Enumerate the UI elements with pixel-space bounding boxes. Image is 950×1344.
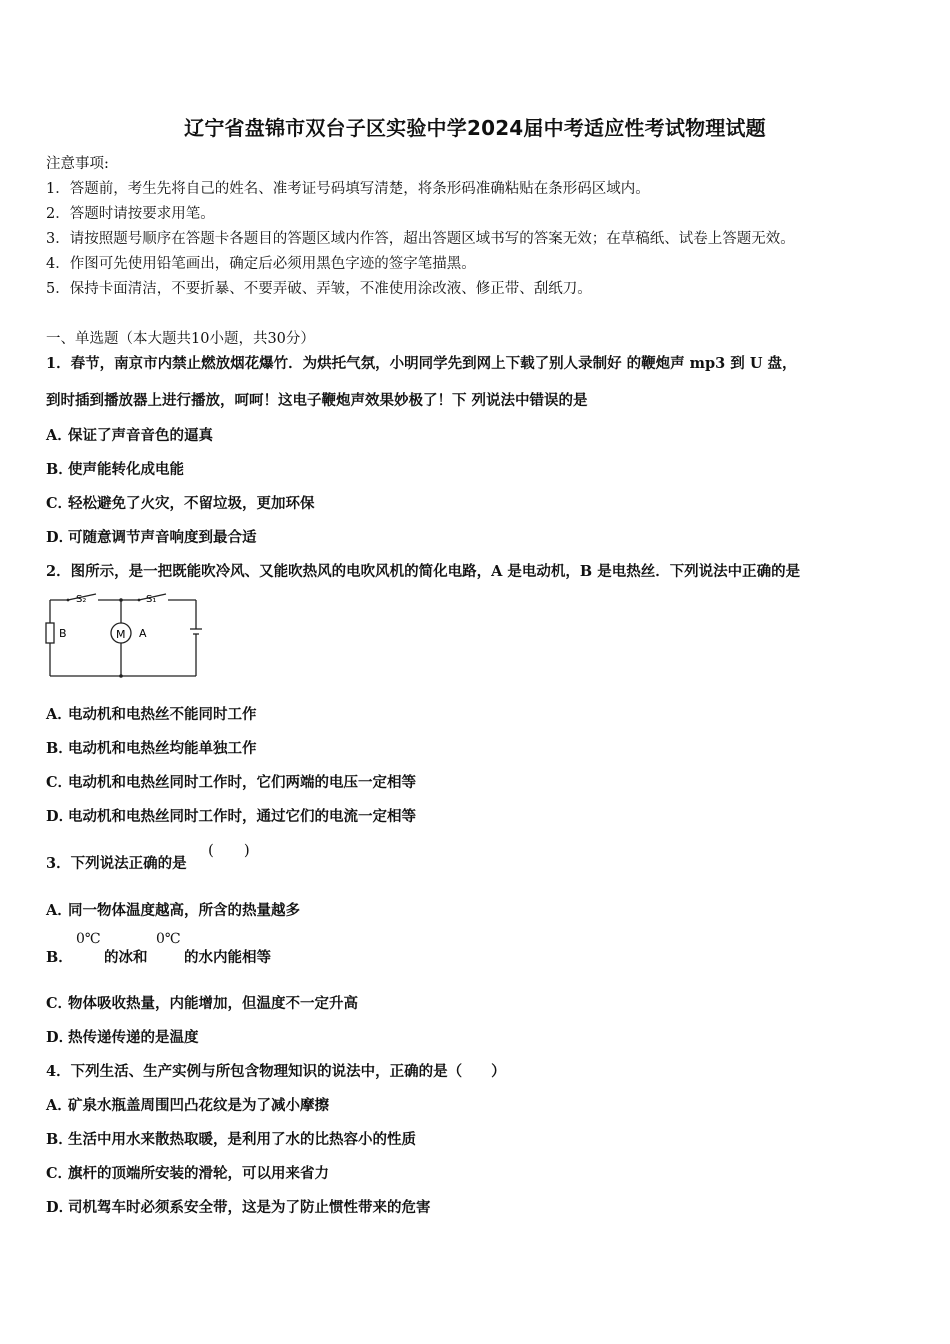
q1-stem-line2: 到时插到播放器上进行播放，呵呵！这电子鞭炮声效果妙极了！下 列说法中错误的是 (46, 392, 588, 409)
notice-item: 3．请按照题号顺序在答题卡各题目的答题区域内作答，超出答题区域书写的答案无效；在草稿纸、试卷上答题无效。 (46, 231, 795, 247)
option-letter: D． (46, 1199, 74, 1216)
option-text: 可随意调节声音响度到最合适 (68, 529, 257, 546)
section-heading: 一、单选题（本大题共10小题，共30分） (46, 331, 315, 347)
notice-item: 1．答题前，考生先将自己的姓名、准考证号码填写清楚，将条形码准确粘贴在条形码区域内。 (46, 181, 650, 197)
option-text: 的水内能相等 (184, 949, 271, 966)
q4-stem: 4．下列生活、生产实例与所包含物理知识的说法中，正确的是（ ） (46, 1063, 506, 1080)
option-text: 轻松避免了火灾，不留垃圾，更加环保 (68, 495, 315, 512)
label-s1: S₁ (146, 594, 157, 605)
option-letter: A． (46, 1097, 72, 1114)
q2-stem: 2．图所示，是一把既能吹冷风、又能吹热风的电吹风机的简化电路，A 是电动机，B 是电热丝．下列说法中正确的是 (46, 563, 801, 580)
notice-item: 2．答题时请按要求用笔。 (46, 206, 215, 222)
option-text: 电动机和电热丝不能同时工作 (68, 706, 257, 723)
notice-heading: 注意事项: (46, 156, 109, 172)
option-letter: C． (46, 1165, 73, 1182)
circuit-diagram (44, 593, 204, 681)
option-letter: B． (46, 1131, 73, 1148)
option-text: 的冰和 (104, 949, 148, 966)
option-text: 司机驾车时必须系安全带，这是为了防止惯性带来的危害 (68, 1199, 431, 1216)
label-s2: S₂ (76, 594, 87, 605)
label-m: M (116, 628, 126, 641)
q1-option-a (46, 424, 213, 445)
q4-option-a (46, 1094, 329, 1115)
option-text: 物体吸收热量，内能增加，但温度不一定升高 (68, 995, 358, 1012)
junction-dot (119, 598, 123, 602)
option-text: 电动机和电热丝同时工作时，通过它们的电流一定相等 (68, 808, 416, 825)
label-a: A (139, 627, 147, 640)
q1-option-c (46, 492, 315, 513)
option-text: 热传递传递的是温度 (68, 1029, 199, 1046)
junction-dot (119, 674, 123, 678)
q3-option-a (46, 899, 300, 920)
notice-item: 5．保持卡面清洁，不要折暴、不要弄破、弄皱，不准使用涂改液、修正带、刮纸刀。 (46, 281, 592, 297)
option-letter: B． (46, 461, 73, 478)
option-letter: A． (46, 902, 72, 919)
option-letter: C． (46, 995, 73, 1012)
temperature-value: 0℃ (156, 931, 181, 947)
option-letter: C． (46, 495, 73, 512)
q3-stem: 3．下列说法正确的是 (46, 855, 187, 872)
option-text: 矿泉水瓶盖周围凹凸花纹是为了减小摩擦 (68, 1097, 329, 1114)
answer-paren: ( ) (208, 841, 250, 859)
switch-contact (67, 599, 70, 602)
switch-contact (138, 599, 141, 602)
q2-option-d (46, 805, 416, 826)
option-letter: D． (46, 808, 74, 825)
option-text: 使声能转化成电能 (68, 461, 184, 478)
option-text: 生活中用水来散热取暖，是利用了水的比热容小的性质 (68, 1131, 416, 1148)
option-letter: D． (46, 529, 74, 546)
option-text: 电动机和电热丝均能单独工作 (68, 740, 257, 757)
q3-option-c (46, 992, 358, 1013)
q4-option-c (46, 1162, 329, 1183)
label-b: B (59, 627, 67, 640)
q2-option-b (46, 737, 257, 758)
option-text: 同一物体温度越高，所含的热量越多 (68, 902, 300, 919)
q3-option-d (46, 1026, 199, 1047)
q2-option-c (46, 771, 416, 792)
option-letter: A． (46, 706, 72, 723)
option-letter: B． (46, 740, 73, 757)
option-letter: D． (46, 1029, 74, 1046)
option-letter: C． (46, 774, 73, 791)
document-title: 辽宁省盘锦市双台子区实验中学2024届中考适应性考试物理试题 (184, 116, 766, 140)
q1-option-d (46, 526, 257, 547)
q1-stem-line1: 1．春节，南京市内禁止燃放烟花爆竹．为烘托气氛，小明同学先到网上下载了别人录制好 的鞭炮声 mp3 到 U 盘， (46, 355, 797, 372)
option-text: 保证了声音音色的逼真 (68, 427, 213, 444)
temperature-value: 0℃ (76, 931, 101, 947)
q2-option-a (46, 703, 257, 724)
q3-option-b-letter: B． (46, 949, 73, 966)
notice-item: 4．作图可先使用铅笔画出，确定后必须用黑色字迹的签字笔描黑。 (46, 256, 476, 272)
resistor-b-symbol (46, 623, 54, 643)
q4-option-b (46, 1128, 416, 1149)
q1-option-b (46, 458, 184, 479)
option-letter: A． (46, 427, 72, 444)
option-text: 旗杆的顶端所安装的滑轮，可以用来省力 (68, 1165, 329, 1182)
option-text: 电动机和电热丝同时工作时，它们两端的电压一定相等 (68, 774, 416, 791)
q4-option-d (46, 1196, 431, 1217)
